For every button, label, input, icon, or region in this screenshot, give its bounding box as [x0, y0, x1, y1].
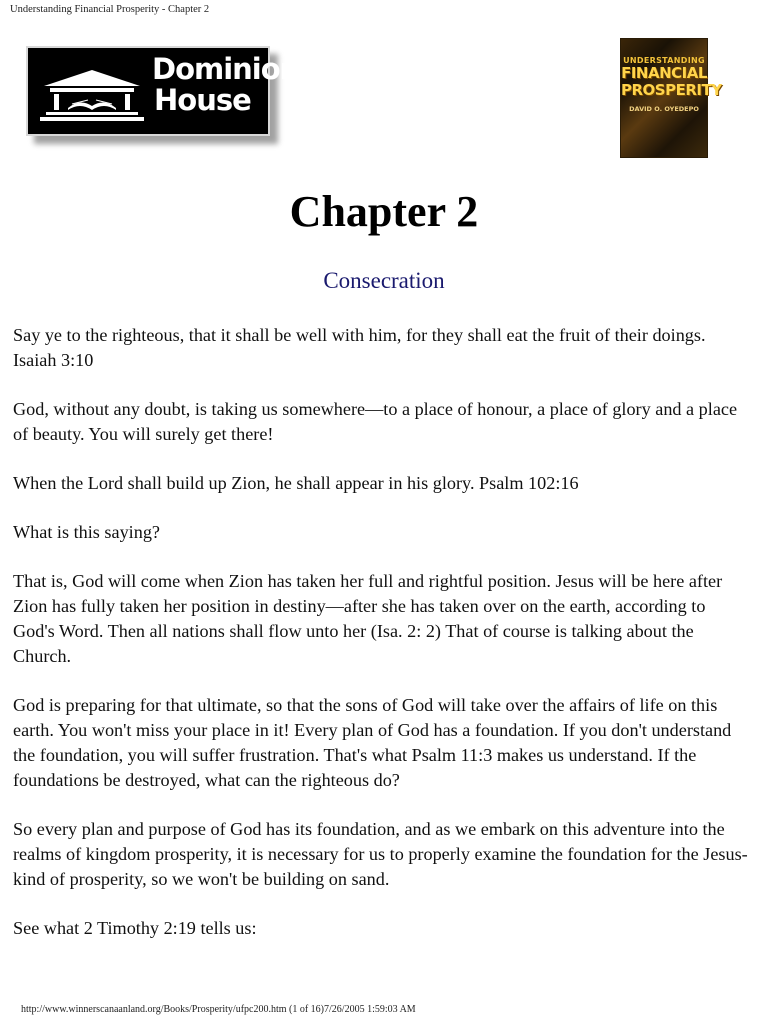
book-cover-author: DAVID O. OYEDEPO [629, 105, 699, 113]
logo-word-1: Dominion [152, 52, 300, 86]
paragraph: Say ye to the righteous, that it shall be well with him, for they shall eat the fruit of their doings. Isaiah 3:10 [13, 325, 706, 370]
paragraph: When the Lord shall build up Zion, he shall appear in his glory. Psalm 102:16 [13, 473, 579, 493]
book-cover-title-2: PROSPERITY [621, 81, 722, 99]
book-cover-title-1: FINANCIAL [621, 64, 707, 82]
paragraph: See what 2 Timothy 2:19 tells us: [13, 918, 257, 938]
chapter-body [13, 323, 751, 965]
paragraph: God, without any doubt, is taking us somewhere—to a place of honour, a place of glory and a place of beauty. You will surely get there! [13, 399, 738, 444]
print-header: Understanding Financial Prosperity - Chapter 2 [10, 4, 210, 15]
paragraph: So every plan and purpose of God has its foundation, and as we embark on this adventure into the realms of kingdom prosperity, it is necessary for us to properly examine the foundation for the Jesus-kind of prosperity, so we won't be building on sand. [13, 819, 748, 889]
chapter-subtitle: Consecration [323, 268, 445, 293]
book-cover-top-text: UNDERSTANDING [623, 56, 705, 65]
paragraph: What is this saying? [13, 522, 160, 542]
paragraph: God is preparing for that ultimate, so that the sons of God will take over the affairs of life on this earth. You won't miss your place in it! Every plan of God has a foundation. If you don't understand the foundation, you will suffer frustration. That's what Psalm 11:3 makes us understand. If the foundations be destroyed, what can the righteous do? [13, 695, 732, 790]
print-footer-url: http://www.winnerscanaanland.org/Books/Prosperity/ufpc200.htm (1 of 16)7/26/2005 1:59:03 AM [21, 1004, 416, 1015]
book-cover-image [620, 38, 722, 158]
dominion-house-logo [26, 46, 300, 136]
chapter-title: Chapter 2 [289, 187, 479, 236]
house-bible-icon [36, 62, 148, 124]
paragraph: That is, God will come when Zion has taken her full and rightful position. Jesus will be here after Zion has fully taken her position in destiny—after she has taken over on the earth, according to God's Word. Then all nations shall flow unto her (Isa. 2: 2) That of course is talking about the Church. [13, 571, 723, 666]
logo-word-2: House [154, 83, 251, 117]
